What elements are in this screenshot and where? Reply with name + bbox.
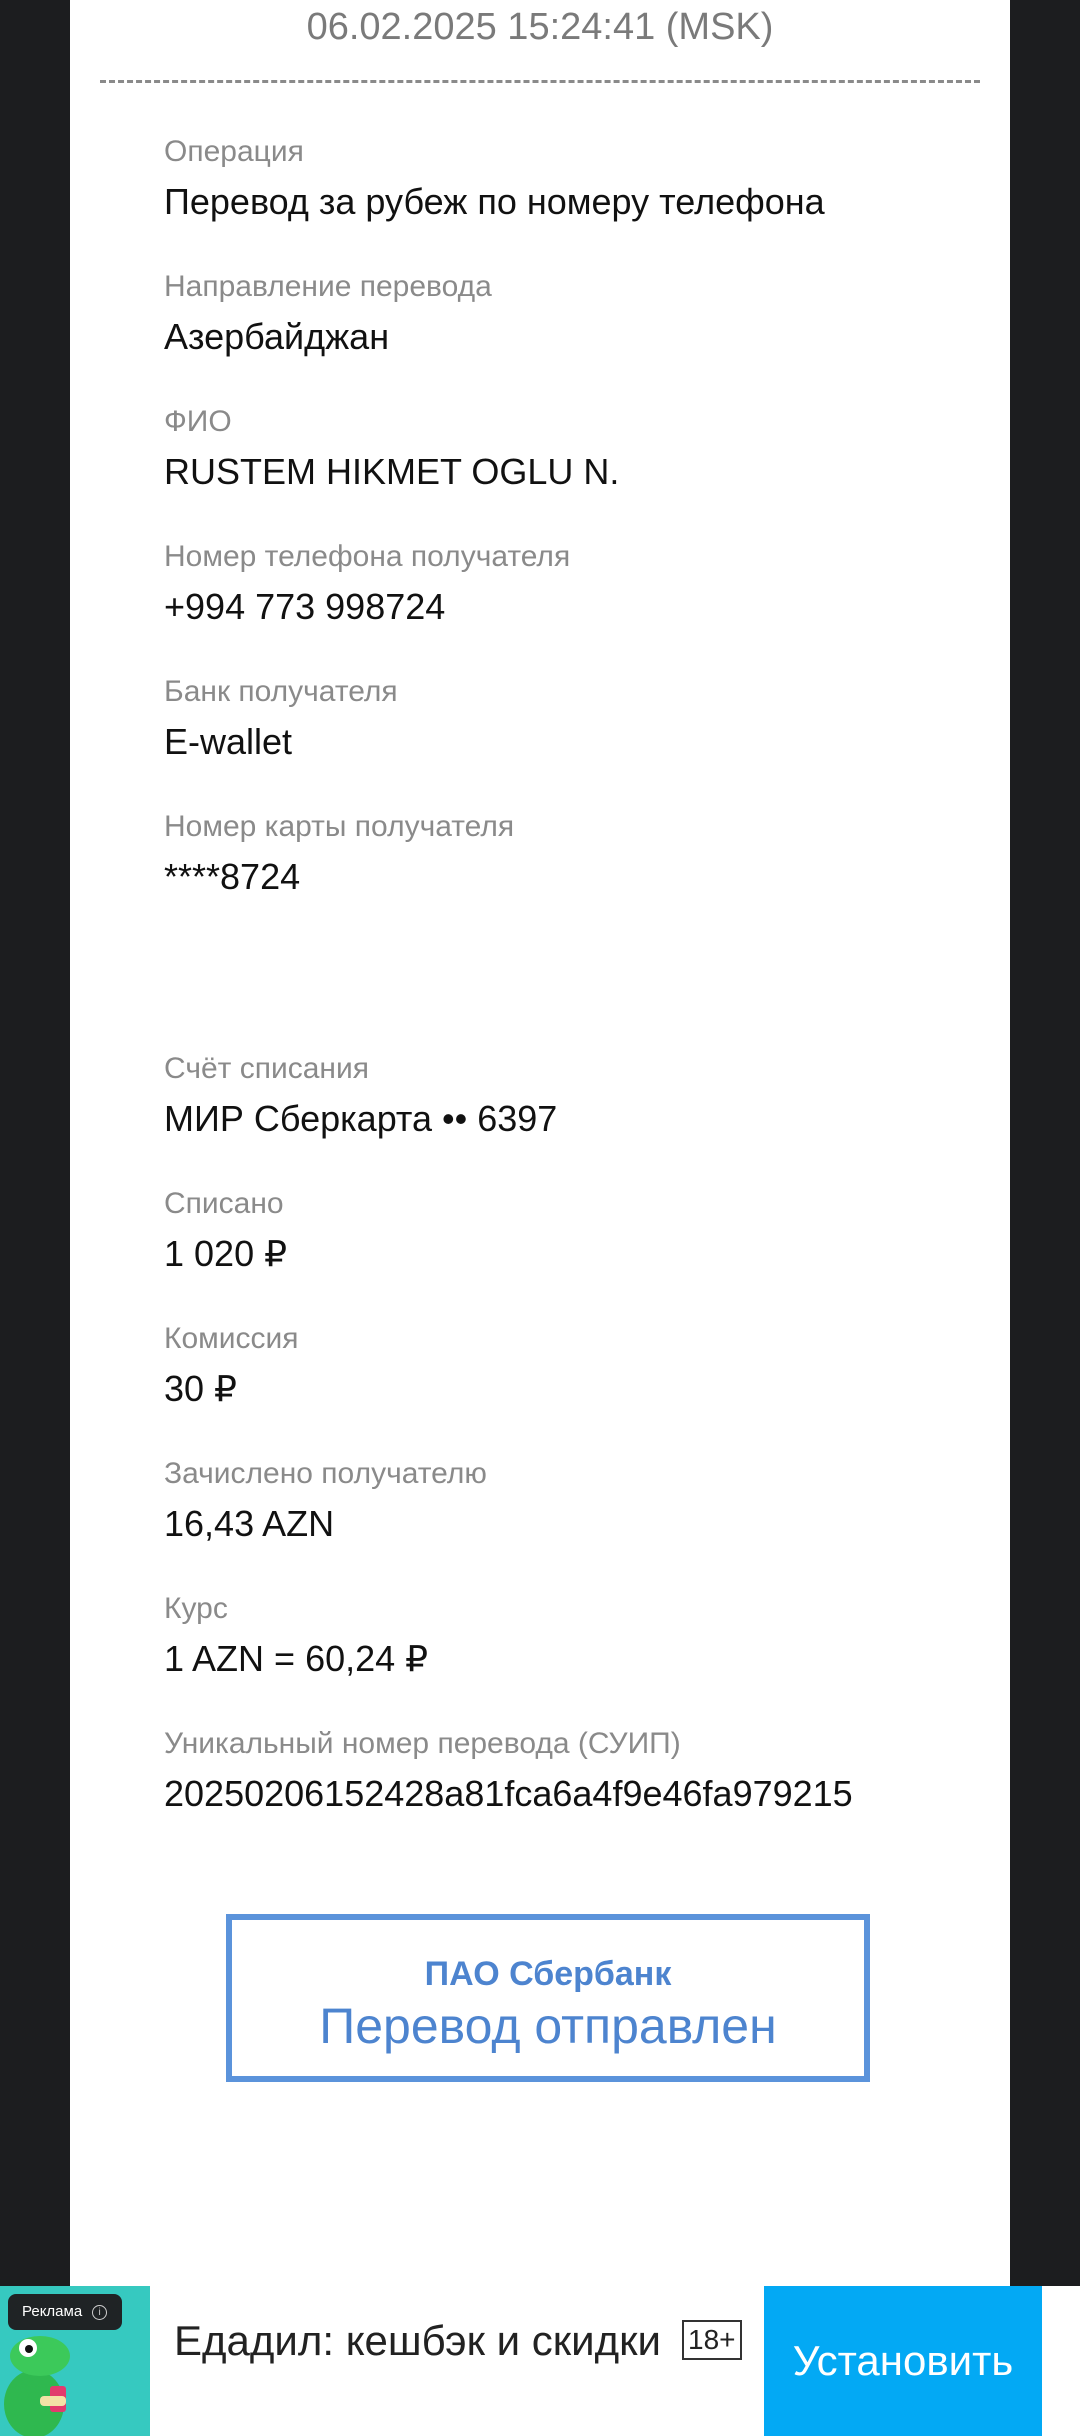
stamp-status: Перевод отправлен [319, 1998, 777, 2054]
field-label: Номер карты получателя [164, 810, 515, 843]
field-label: Курс [164, 1592, 228, 1625]
field-credited-amount [164, 1456, 984, 1546]
field-debit-account [164, 1051, 984, 1141]
ad-right-margin [1042, 2286, 1080, 2436]
field-value: 1 020 ₽ [164, 1233, 287, 1274]
ad-label-badge[interactable] [8, 2294, 122, 2330]
field-label: Комиссия [164, 1322, 299, 1355]
field-recipient-phone [164, 539, 984, 629]
field-value: 1 AZN = 60,24 ₽ [164, 1638, 429, 1679]
crocodile-mascot-icon [0, 2326, 80, 2436]
field-label: Уникальный номер перевода (СУИП) [164, 1727, 681, 1760]
field-value: E-wallet [164, 721, 293, 762]
field-recipient-card [164, 809, 984, 899]
install-button[interactable]: Установить [764, 2286, 1042, 2436]
info-icon[interactable]: i [92, 2305, 107, 2320]
field-value: 20250206152428a81fca6a4f9e46fa979215 [164, 1773, 853, 1814]
dashed-divider [100, 80, 980, 83]
field-label: Номер телефона получателя [164, 540, 571, 573]
field-operation [164, 134, 984, 224]
field-value: МИР Сберкарта •• 6397 [164, 1098, 558, 1139]
field-label: Банк получателя [164, 675, 398, 708]
field-recipient-bank [164, 674, 984, 764]
field-value: RUSTEM HIKMET OGLU N. [164, 451, 620, 492]
ad-label-text: Реклама [22, 2303, 83, 2320]
receipt-timestamp: 06.02.2025 15:24:41 (MSK) [306, 6, 774, 48]
field-full-name [164, 404, 984, 494]
receipt-panel [70, 0, 1010, 2290]
field-value: +994 773 998724 [164, 586, 446, 627]
field-label: Направление перевода [164, 270, 492, 303]
field-value: ****8724 [164, 856, 301, 897]
stamp-bank-name: ПАО Сбербанк [424, 1955, 672, 1993]
field-label: Зачислено получателю [164, 1457, 487, 1490]
field-label: ФИО [164, 405, 232, 438]
field-transfer-id [164, 1726, 984, 1816]
ad-banner[interactable] [0, 2286, 1080, 2436]
field-direction [164, 269, 984, 359]
field-value: Азербайджан [164, 316, 390, 357]
ad-title[interactable]: Едадил: кешбэк и скидки [174, 2317, 661, 2364]
ad-image[interactable] [0, 2286, 150, 2436]
age-rating-badge: 18+ [682, 2320, 742, 2360]
field-exchange-rate [164, 1591, 984, 1681]
field-label: Счёт списания [164, 1052, 369, 1085]
field-commission [164, 1321, 984, 1411]
field-value: Перевод за рубеж по номеру телефона [164, 181, 825, 222]
field-debited-amount [164, 1186, 984, 1276]
transfer-sent-stamp [226, 1914, 870, 2082]
field-label: Списано [164, 1187, 284, 1220]
field-label: Операция [164, 135, 304, 168]
field-value: 30 ₽ [164, 1368, 237, 1409]
field-value: 16,43 AZN [164, 1503, 335, 1544]
